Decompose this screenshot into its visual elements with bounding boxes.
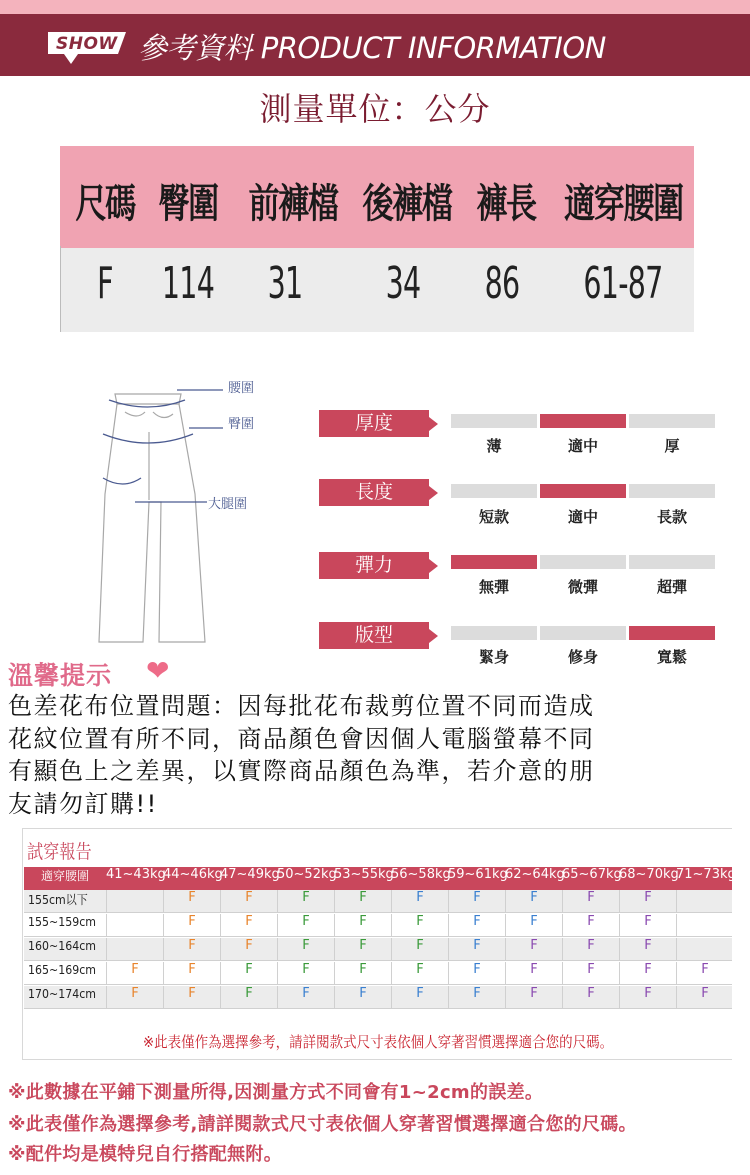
fitting-report-weight-header: 62~64kg <box>505 867 565 882</box>
size-header-waist: 適穿腰圍 <box>564 181 683 227</box>
attr-thickness-bar-0 <box>451 414 537 428</box>
notice-title: 溫馨提示 <box>8 661 113 690</box>
measurement-unit-title: 測量單位：公分 <box>259 90 491 128</box>
fitting-report-cell: F <box>619 962 676 985</box>
fitting-report-cell <box>106 914 163 937</box>
attr-length-bar-2 <box>629 484 715 498</box>
attr-length-option-1: 適中 <box>567 508 598 526</box>
fitting-report-height-label: 165~169cm <box>28 962 96 977</box>
attr-fit-tag: 版型 <box>319 622 429 649</box>
attr-length-option-2: 長款 <box>656 508 687 526</box>
fitting-report-cell: F <box>277 938 334 961</box>
fitting-report-cell: F <box>334 914 391 937</box>
size-header-size: 尺碼 <box>75 181 135 227</box>
diagram-label-waist: 腰圍 <box>228 381 255 396</box>
attr-thickness-bar-1 <box>540 414 626 428</box>
fitting-report-cell: F <box>448 962 505 985</box>
fitting-report-cell: F <box>106 986 163 1009</box>
fitting-report-cell: F <box>448 986 505 1009</box>
size-header-front-rise: 前褲檔 <box>248 181 338 227</box>
fitting-report-weight-header: 41~43kg <box>106 867 166 882</box>
diagram-label-thigh: 大腿圍 <box>208 497 248 512</box>
fitting-report-cell <box>106 890 163 913</box>
fitting-report-cell: F <box>163 986 220 1009</box>
attr-fit-bar-2 <box>629 626 715 640</box>
fitting-report-cell: F <box>448 914 505 937</box>
fitting-report-cell: F <box>277 914 334 937</box>
size-header-length: 褲長 <box>476 181 536 227</box>
size-value-waist: 61-87 <box>583 258 663 309</box>
attr-length-bar-0 <box>451 484 537 498</box>
fitting-report-cell: F <box>334 938 391 961</box>
fitting-report-cell: F <box>220 938 277 961</box>
fitting-report-weight-header: 71~73kg <box>676 867 736 882</box>
fitting-report-cell: F <box>391 890 448 913</box>
attr-elasticity-option-0: 無彈 <box>478 578 509 596</box>
attr-thickness-option-2: 厚 <box>664 437 680 455</box>
notice-line: 色差花布位置問題：因每批花布裁剪位置不同而造成 <box>8 692 595 720</box>
fitting-report-cell: F <box>619 914 676 937</box>
attr-length-bar-1 <box>540 484 626 498</box>
section-header <box>0 14 750 76</box>
fitting-report-weight-header: 65~67kg <box>562 867 622 882</box>
top-accent-line <box>0 0 750 14</box>
size-table-divider <box>60 246 61 332</box>
fitting-report-height-label: 155cm以下 <box>28 892 88 907</box>
table-row <box>24 962 732 985</box>
notice-body <box>8 690 750 820</box>
fitting-report-weight-header: 56~58kg <box>391 867 451 882</box>
attr-length-tag: 長度 <box>319 479 429 506</box>
heart-icon: ❤ <box>146 654 170 687</box>
fitting-report-cell <box>676 938 733 961</box>
fitting-report-cell: F <box>391 914 448 937</box>
attr-fit-option-1: 修身 <box>567 648 598 666</box>
fitting-report-cell: F <box>448 938 505 961</box>
fitting-report-cell: F <box>277 986 334 1009</box>
fitting-report-header-row <box>24 867 736 890</box>
size-value-front-rise: 31 <box>267 258 303 309</box>
fitting-report-cell: F <box>562 962 619 985</box>
attr-thickness-bar-2 <box>629 414 715 428</box>
attr-thickness-option-1: 適中 <box>567 437 598 455</box>
attr-elasticity-bar-0 <box>451 555 537 569</box>
fitting-report-cell: F <box>220 890 277 913</box>
fitting-report-title: 試穿報告 <box>27 841 92 863</box>
fitting-report-weight-header: 53~55kg <box>334 867 394 882</box>
footer-note-reference: ※此表僅作為選擇參考,請詳閱款式尺寸表依個人穿著習慣選擇適合您的尺碼。 <box>8 1114 637 1135</box>
attr-thickness-option-0: 薄 <box>486 437 502 455</box>
size-value-length: 86 <box>484 258 520 309</box>
size-value-size: F <box>97 258 113 309</box>
fitting-report-cell: F <box>619 938 676 961</box>
fitting-report-height-label: 170~174cm <box>28 986 96 1001</box>
fitting-report-cell <box>676 914 733 937</box>
fitting-report-cell: F <box>562 986 619 1009</box>
fitting-report-weight-header: 44~46kg <box>163 867 223 882</box>
table-row <box>24 938 732 961</box>
fitting-report-weight-header: 59~61kg <box>448 867 508 882</box>
fitting-report-cell: F <box>277 890 334 913</box>
fitting-report-cell: F <box>505 986 562 1009</box>
attr-fit-bar-0 <box>451 626 537 640</box>
fitting-report-cell: F <box>505 938 562 961</box>
fitting-report-weight-header: 47~49kg <box>220 867 280 882</box>
attr-fit-option-2: 寬鬆 <box>656 648 687 666</box>
attr-elasticity-option-1: 微彈 <box>567 578 598 596</box>
size-header-hip: 臀圍 <box>158 181 218 227</box>
fitting-report <box>22 828 736 1060</box>
table-row <box>24 914 732 937</box>
size-value-back-rise: 34 <box>385 258 421 309</box>
fitting-report-cell: F <box>220 914 277 937</box>
attr-elasticity-bar-1 <box>540 555 626 569</box>
fitting-report-cell <box>676 890 733 913</box>
fitting-report-cell: F <box>391 938 448 961</box>
fitting-report-cell: F <box>676 986 733 1009</box>
attr-thickness-tag: 厚度 <box>319 410 429 437</box>
size-header-back-rise: 後褲檔 <box>362 181 452 227</box>
fitting-report-cell: F <box>562 938 619 961</box>
header-title: 參考資料 PRODUCT INFORMATION <box>138 31 606 65</box>
size-value-hip: 114 <box>161 258 215 309</box>
fitting-report-cell: F <box>334 986 391 1009</box>
fitting-report-height-label: 155~159cm <box>28 914 96 929</box>
fitting-report-weight-header: 50~52kg <box>277 867 337 882</box>
fitting-report-cell: F <box>277 962 334 985</box>
attr-fit-option-0: 緊身 <box>478 648 509 666</box>
fitting-report-cell: F <box>106 962 163 985</box>
fitting-report-cell: F <box>163 962 220 985</box>
fitting-report-cell: F <box>562 890 619 913</box>
table-row <box>24 986 732 1009</box>
fitting-report-cell: F <box>220 986 277 1009</box>
fitting-report-height-label: 160~164cm <box>28 938 96 953</box>
attr-fit-bar-1 <box>540 626 626 640</box>
notice-line: 花紋位置有所不同，商品顏色會因個人電腦螢幕不同 <box>8 724 595 753</box>
fitting-report-cell: F <box>334 890 391 913</box>
fitting-report-cell: F <box>505 962 562 985</box>
fitting-report-cell: F <box>619 986 676 1009</box>
show-badge-label: SHOW <box>56 34 118 54</box>
notice-line: 友請勿訂購!! <box>8 789 158 818</box>
fitting-report-cell: F <box>163 890 220 913</box>
footer-note-measurement: ※此數據在平鋪下測量所得,因測量方式不同會有1~2cm的誤差。 <box>8 1082 544 1103</box>
fitting-report-cell: F <box>163 914 220 937</box>
fitting-report-corner: 適穿腰圍 <box>40 869 89 883</box>
attr-elasticity-tag: 彈力 <box>319 552 429 579</box>
fitting-report-cell: F <box>562 914 619 937</box>
fitting-report-note: ※此表僅作為選擇參考，請詳閱款式尺寸表依個人穿著習慣選擇適合您的尺碼。 <box>142 1033 614 1051</box>
fitting-report-weight-header: 68~70kg <box>619 867 679 882</box>
fitting-report-cell: F <box>448 890 505 913</box>
table-row <box>24 890 732 913</box>
fitting-report-cell: F <box>619 890 676 913</box>
fitting-report-cell: F <box>505 914 562 937</box>
fitting-report-cell: F <box>334 962 391 985</box>
notice-line: 有顯色上之差異，以實際商品顏色為準，若介意的朋 <box>8 757 595 785</box>
fitting-report-cell: F <box>505 890 562 913</box>
fitting-report-cell: F <box>676 962 733 985</box>
fitting-report-cell: F <box>163 938 220 961</box>
footer-note-accessories: ※配件均是模特兒自行搭配無附。 <box>8 1144 282 1165</box>
fitting-report-cell: F <box>391 986 448 1009</box>
show-badge <box>48 32 126 62</box>
attr-length-option-0: 短款 <box>478 508 509 526</box>
attr-elasticity-bar-2 <box>629 555 715 569</box>
fitting-report-cell <box>106 938 163 961</box>
attr-elasticity-option-2: 超彈 <box>656 578 687 596</box>
diagram-label-hip: 臀圍 <box>228 417 255 432</box>
fitting-report-cell: F <box>391 962 448 985</box>
fitting-report-cell: F <box>220 962 277 985</box>
